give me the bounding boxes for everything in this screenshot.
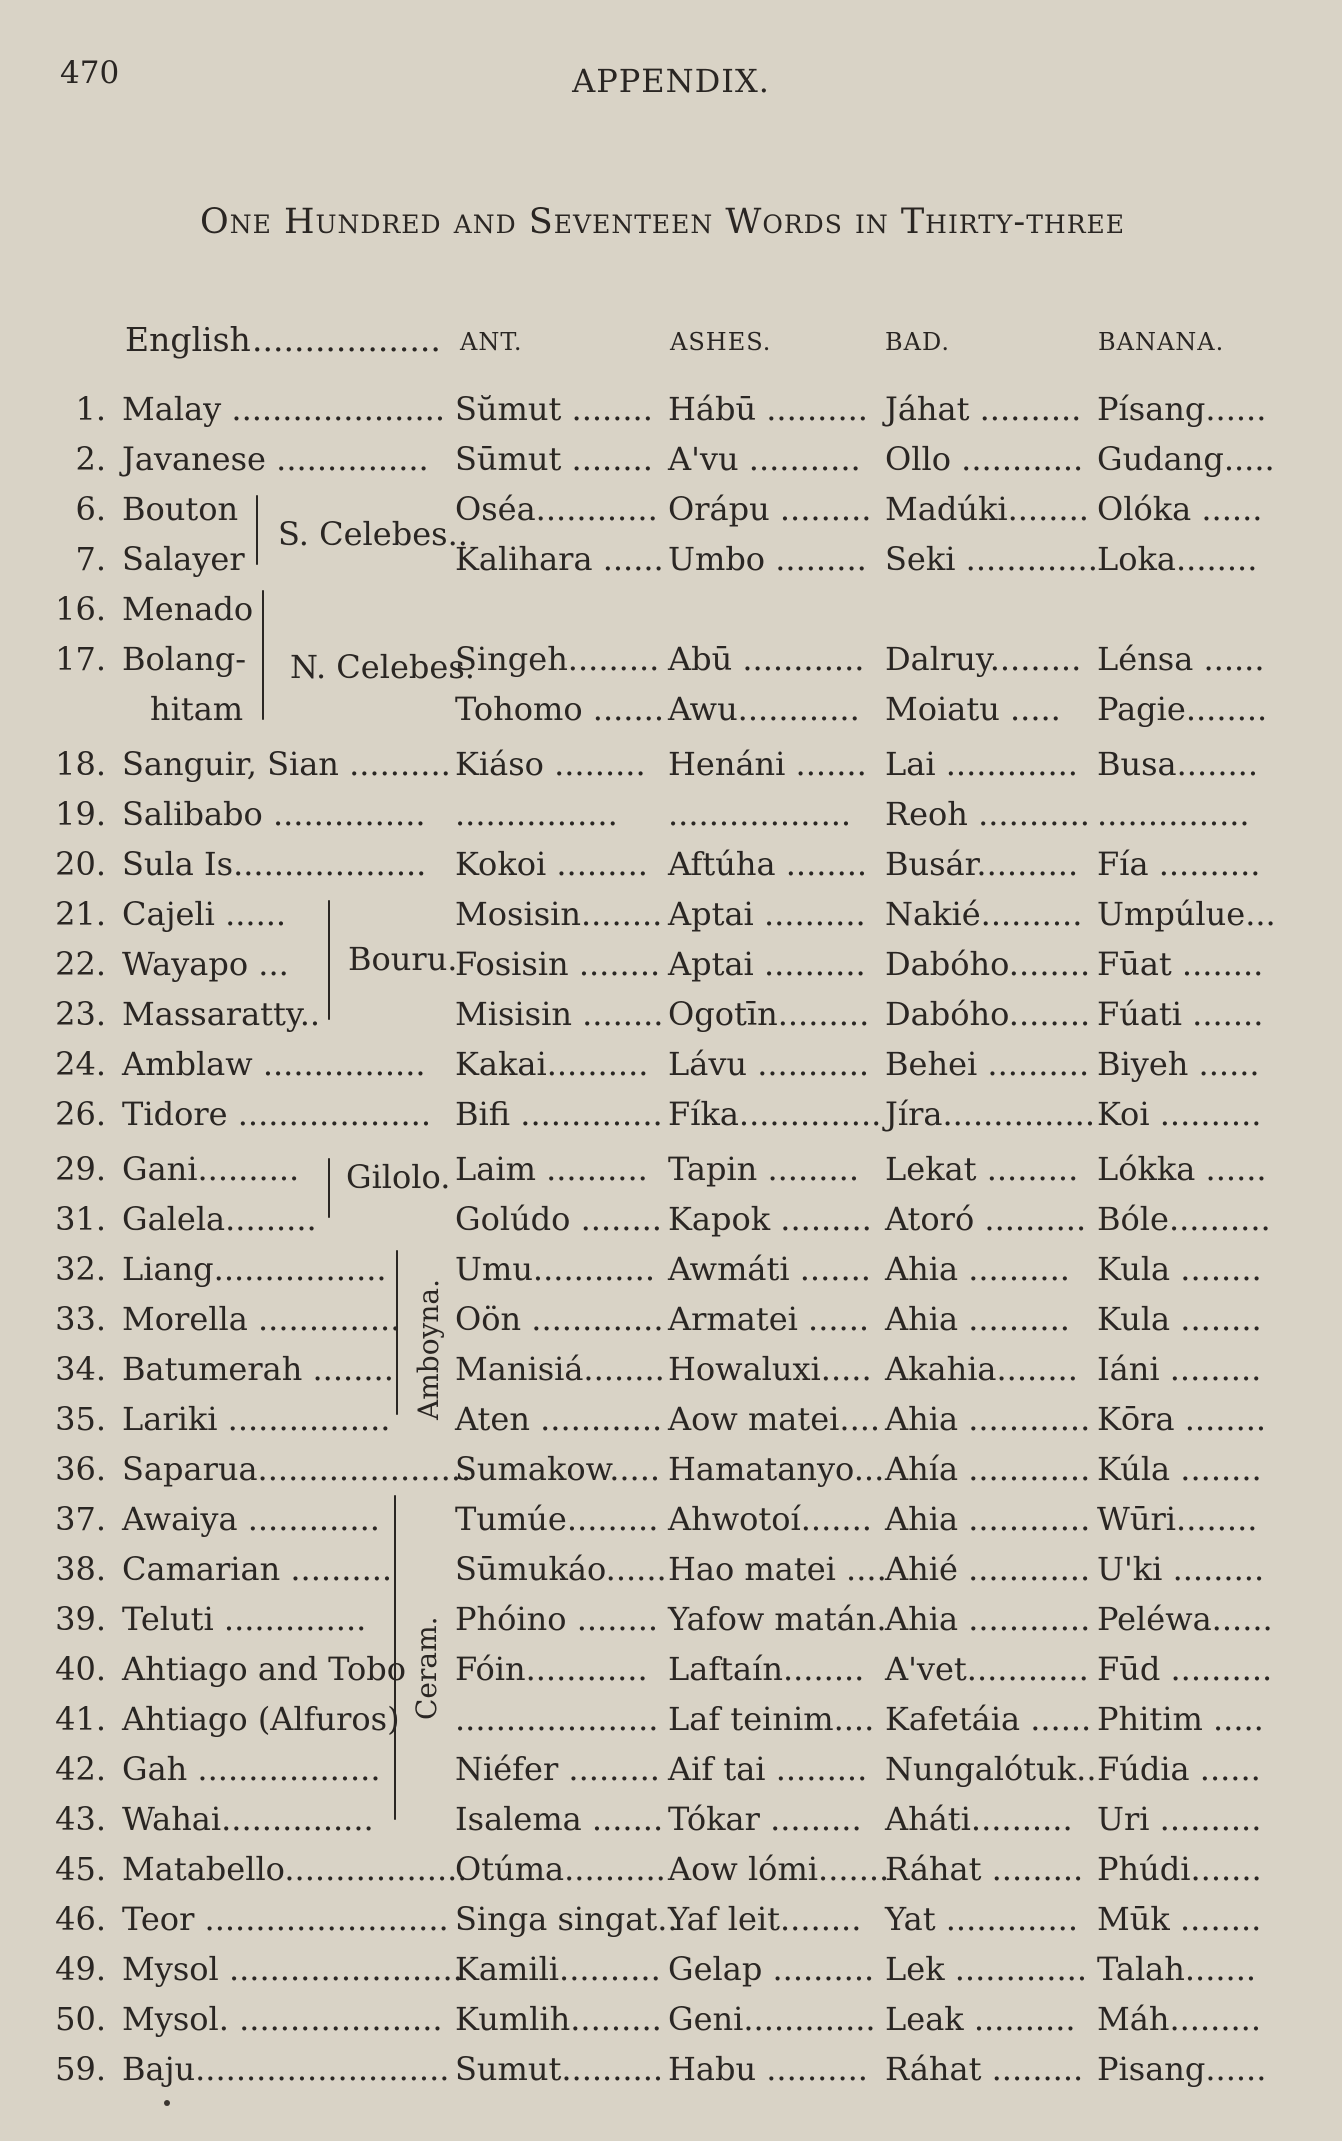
table-row <box>0 1850 1342 1894</box>
cell-bad: Busár.......... <box>885 845 1079 883</box>
row-number: 49. <box>55 1950 106 1988</box>
row-language: Malay ..................... <box>122 390 446 428</box>
row-number: 39. <box>55 1600 106 1638</box>
cell-ant: Sūmukáo...... <box>455 1550 667 1588</box>
cell-bad: Ahia ............ <box>885 1400 1091 1438</box>
row-language: Camarian .......... <box>122 1550 393 1588</box>
table-row <box>0 590 1342 634</box>
row-language: Javanese ............... <box>122 440 429 478</box>
table-row <box>0 640 1342 684</box>
cell-ant: Kakai.......... <box>455 1045 649 1083</box>
cell-bad: Seki ............. <box>885 540 1098 578</box>
cell-bad: Yat ............. <box>885 1900 1078 1938</box>
row-number: 59. <box>55 2050 106 2088</box>
cell-banana: Fía .......... <box>1097 845 1261 883</box>
cell-ashes: Abū ............ <box>668 640 865 678</box>
row-number: 34. <box>55 1350 106 1388</box>
cell-bad: Ollo ............ <box>885 440 1084 478</box>
row-language: Awaiya ............. <box>122 1500 380 1538</box>
cell-ashes: Aptai .......... <box>668 945 866 983</box>
row-number: 22. <box>55 945 106 983</box>
row-language: hitam <box>150 690 244 728</box>
table-row <box>0 490 1342 534</box>
cell-banana: Iáni ......... <box>1097 1350 1262 1388</box>
cell-ant: Phóino ........ <box>455 1600 659 1638</box>
brace-n-celebes <box>262 590 264 720</box>
row-number: 36. <box>55 1450 106 1488</box>
cell-ant: Kalihara ...... <box>455 540 664 578</box>
table-row <box>0 1500 1342 1544</box>
row-language: Salibabo ............... <box>122 795 426 833</box>
cell-banana: Fúati ....... <box>1097 995 1264 1033</box>
table-row <box>0 1200 1342 1244</box>
cell-bad: Dabóho........ <box>885 945 1091 983</box>
cell-ashes: Armatei ...... <box>668 1300 870 1338</box>
cell-banana: Kōra ........ <box>1097 1400 1267 1438</box>
row-number: 33. <box>55 1300 106 1338</box>
brace-s-celebes <box>256 495 258 565</box>
cell-ant: Tohomo ....... <box>455 690 664 728</box>
row-language: Bolang- <box>122 640 246 678</box>
row-number: 19. <box>55 795 106 833</box>
table-title: One Hundred and Seventeen Words in Thirty-three <box>200 202 1126 242</box>
cell-banana: Koi .......... <box>1097 1095 1262 1133</box>
row-number: 50. <box>55 2000 106 2038</box>
cell-ashes: Aif tai ......... <box>668 1750 868 1788</box>
cell-bad: Kafetáia ...... <box>885 1700 1092 1738</box>
row-number: 35. <box>55 1400 106 1438</box>
table-row <box>0 795 1342 839</box>
cell-bad: Ahia .......... <box>885 1300 1070 1338</box>
cell-banana: Gudang..... <box>1097 440 1275 478</box>
row-number: 1. <box>75 390 106 428</box>
cell-bad: Moiatu ..... <box>885 690 1061 728</box>
table-row <box>0 1700 1342 1744</box>
row-language: Matabello.................. <box>122 1850 468 1888</box>
cell-ashes: Aftúha ........ <box>668 845 868 883</box>
cell-banana: Máh......... <box>1097 2000 1261 2038</box>
row-language: Batumerah ........ <box>122 1350 394 1388</box>
cell-bad: Ahié ............ <box>885 1550 1091 1588</box>
table-row <box>0 1450 1342 1494</box>
group-bouru: Bouru. <box>348 940 458 978</box>
cell-ashes: Kapok ......... <box>668 1200 872 1238</box>
row-language: Morella .............. <box>122 1300 401 1338</box>
row-number: 26. <box>55 1095 106 1133</box>
cell-ashes: Hao matei .... <box>668 1550 887 1588</box>
row-language: Gani.......... <box>122 1150 300 1188</box>
row-language: Sula Is................... <box>122 845 427 883</box>
cell-ashes: Tapin ......... <box>668 1150 859 1188</box>
table-row <box>0 945 1342 989</box>
row-number: 24. <box>55 1045 106 1083</box>
cell-ashes: Tókar ......... <box>668 1800 862 1838</box>
cell-banana: Kula ........ <box>1097 1300 1262 1338</box>
row-language: Galela......... <box>122 1200 317 1238</box>
cell-bad: Aháti.......... <box>885 1800 1073 1838</box>
header-ashes: ASHES. <box>670 328 772 356</box>
row-language: Menado <box>122 590 254 628</box>
cell-bad: Akahia........ <box>885 1350 1078 1388</box>
cell-ant: Tumúe......... <box>455 1500 659 1538</box>
cell-ashes: Aptai .......... <box>668 895 866 933</box>
cell-banana: Phúdi....... <box>1097 1850 1262 1888</box>
cell-ant: Kokoi ......... <box>455 845 648 883</box>
group-n-celebes: N. Celebes. <box>290 648 475 686</box>
table-row <box>0 390 1342 434</box>
cell-ashes: Yafow matán. <box>668 1600 887 1638</box>
cell-banana: Kúla ........ <box>1097 1450 1262 1488</box>
cell-bad: Dabóho........ <box>885 995 1091 1033</box>
cell-ashes: Orápu ......... <box>668 490 872 528</box>
cell-ant: Sŭmut ........ <box>455 390 653 428</box>
table-row <box>0 1350 1342 1394</box>
table-row <box>0 745 1342 789</box>
cell-bad: Madúki........ <box>885 490 1089 528</box>
cell-banana: Pagie........ <box>1097 690 1268 728</box>
row-number: 45. <box>55 1850 106 1888</box>
cell-bad: Jáhat .......... <box>885 390 1082 428</box>
cell-banana: Fūd .......... <box>1097 1650 1273 1688</box>
cell-ant: Aten ............ <box>455 1400 663 1438</box>
group-ceram: Ceram. <box>410 1616 443 1720</box>
row-language: Mysol. .................... <box>122 2000 443 2038</box>
cell-ashes: Laf teinim.... <box>668 1700 875 1738</box>
row-language: Sanguir, Sian .......... <box>122 745 451 783</box>
row-number: 37. <box>55 1500 106 1538</box>
row-language: Wahai............... <box>122 1800 374 1838</box>
cell-banana: Bóle.......... <box>1097 1200 1271 1238</box>
cell-banana: Busa........ <box>1097 745 1258 783</box>
cell-ashes: .................. <box>668 795 852 833</box>
row-number: 21. <box>55 895 106 933</box>
cell-ant: Mosisin........ <box>455 895 663 933</box>
row-number: 38. <box>55 1550 106 1588</box>
cell-bad: Atoró .......... <box>885 1200 1087 1238</box>
row-language: Amblaw ................ <box>122 1045 426 1083</box>
table-row <box>0 995 1342 1039</box>
cell-ant: .................... <box>455 1700 659 1738</box>
cell-ashes: Ahwotoí....... <box>668 1500 872 1538</box>
cell-bad: Dalruy......... <box>885 640 1082 678</box>
cell-banana: Umpúlue... <box>1097 895 1276 933</box>
cell-bad: Behei .......... <box>885 1045 1090 1083</box>
table-row <box>0 1900 1342 1944</box>
table-row <box>0 540 1342 584</box>
group-s-celebes: S. Celebes.. <box>278 515 468 553</box>
table-row <box>0 690 1342 734</box>
cell-banana: Písang...... <box>1097 390 1267 428</box>
header-ant: ANT. <box>460 328 523 356</box>
cell-banana: Lókka ...... <box>1097 1150 1267 1188</box>
row-number: 40. <box>55 1650 106 1688</box>
table-row <box>0 440 1342 484</box>
running-head: APPENDIX. <box>572 62 770 100</box>
cell-ant: Misisin ........ <box>455 995 664 1033</box>
row-language: Liang................. <box>122 1250 387 1288</box>
table-row <box>0 2050 1342 2094</box>
cell-banana: U'ki ......... <box>1097 1550 1265 1588</box>
table-row <box>0 1750 1342 1794</box>
cell-banana: Fúdia ...... <box>1097 1750 1261 1788</box>
row-number: 42. <box>55 1750 106 1788</box>
row-language: Gah .................. <box>122 1750 381 1788</box>
row-language: Bouton <box>122 490 239 528</box>
cell-ant: Oséa............ <box>455 490 658 528</box>
cell-ant: Laim .......... <box>455 1150 648 1188</box>
cell-ant: Sumut.......... <box>455 2050 664 2088</box>
cell-ashes: Howaluxi..... <box>668 1350 872 1388</box>
cell-ant: Fóin............ <box>455 1650 648 1688</box>
cell-ant: Umu............ <box>455 1250 655 1288</box>
cell-ant: Kumlih......... <box>455 2000 662 2038</box>
row-number: 43. <box>55 1800 106 1838</box>
cell-bad: Lekat ......... <box>885 1150 1079 1188</box>
table-row <box>0 1600 1342 1644</box>
cell-banana: ............... <box>1097 795 1250 833</box>
header-bad: BAD. <box>885 328 950 356</box>
cell-banana: Kula ........ <box>1097 1250 1262 1288</box>
cell-bad: Lek ............. <box>885 1950 1087 1988</box>
row-language: Teor ........................ <box>122 1900 449 1938</box>
table-row <box>0 1300 1342 1344</box>
cell-bad: Ahia .......... <box>885 1250 1070 1288</box>
table-row <box>0 1550 1342 1594</box>
row-language: Wayapo ... <box>122 945 289 983</box>
cell-banana: Fūat ........ <box>1097 945 1264 983</box>
cell-ant: ................ <box>455 795 618 833</box>
row-language: Salayer <box>122 540 245 578</box>
table-row <box>0 1045 1342 1089</box>
cell-bad: A'vet............ <box>885 1650 1089 1688</box>
header-dots: .................. <box>252 320 441 359</box>
row-number: 23. <box>55 995 106 1033</box>
row-number: 2. <box>75 440 106 478</box>
cell-ant: Bifi .............. <box>455 1095 663 1133</box>
row-language: Saparua..................... <box>122 1450 472 1488</box>
row-language: Cajeli ...... <box>122 895 287 933</box>
cell-bad: Reoh ........... <box>885 795 1090 833</box>
table-row <box>0 1800 1342 1844</box>
table-row <box>0 1400 1342 1444</box>
table-row <box>0 1150 1342 1194</box>
table-row <box>0 1250 1342 1294</box>
header-english: English <box>125 320 251 359</box>
cell-ant: Oön ............. <box>455 1300 664 1338</box>
row-language: Massaratty.. <box>122 995 321 1033</box>
cell-bad: Lai ............. <box>885 745 1078 783</box>
cell-ashes: Ogotīn......... <box>668 995 870 1033</box>
cell-ant: Sumakow..... <box>455 1450 661 1488</box>
cell-ashes: Henáni ....... <box>668 745 867 783</box>
cell-banana: Peléwa...... <box>1097 1600 1273 1638</box>
cell-ashes: Hamatanyo... <box>668 1450 885 1488</box>
row-number: 32. <box>55 1250 106 1288</box>
print-speck <box>164 2100 170 2106</box>
cell-banana: Wūri........ <box>1097 1500 1258 1538</box>
cell-bad: Nakié.......... <box>885 895 1083 933</box>
row-number: 29. <box>55 1150 106 1188</box>
group-gilolo: Gilolo. <box>346 1158 451 1196</box>
cell-banana: Uri .......... <box>1097 1800 1262 1838</box>
cell-bad: Ahia ............ <box>885 1600 1091 1638</box>
cell-ashes: Habu .......... <box>668 2050 868 2088</box>
cell-ashes: Gelap .......... <box>668 1950 875 1988</box>
row-number: 7. <box>75 540 106 578</box>
cell-banana: Lénsa ...... <box>1097 640 1265 678</box>
cell-ashes: Awmáti ....... <box>668 1250 871 1288</box>
cell-ashes: Umbo ......... <box>668 540 867 578</box>
row-number: 6. <box>75 490 106 528</box>
brace-bouru <box>328 900 330 1020</box>
page-number: 470 <box>60 55 120 91</box>
table-row <box>0 2000 1342 2044</box>
table-row <box>0 895 1342 939</box>
cell-ashes: Laftaín........ <box>668 1650 865 1688</box>
cell-ashes: A'vu ........... <box>668 440 861 478</box>
table-row <box>0 1095 1342 1139</box>
cell-banana: Pisang...... <box>1097 2050 1267 2088</box>
row-language: Teluti .............. <box>122 1600 367 1638</box>
cell-ant: Otúma.......... <box>455 1850 666 1888</box>
cell-bad: Leak .......... <box>885 2000 1076 2038</box>
row-number: 16. <box>55 590 106 628</box>
cell-ashes: Aow lómi....... <box>668 1850 890 1888</box>
row-language: Lariki ................ <box>122 1400 391 1438</box>
cell-ant: Manisiá........ <box>455 1350 665 1388</box>
cell-ant: Sūmut ........ <box>455 440 653 478</box>
cell-ashes: Fíka.............. <box>668 1095 882 1133</box>
cell-ashes: Geni............. <box>668 2000 876 2038</box>
cell-ant: Kiáso ......... <box>455 745 646 783</box>
cell-ant: Isalema ....... <box>455 1800 664 1838</box>
group-amboyna: Amboyna. <box>412 1279 445 1420</box>
cell-ashes: Lávu ........... <box>668 1045 870 1083</box>
table-row <box>0 1950 1342 1994</box>
brace-amboyna <box>396 1250 398 1415</box>
row-number: 41. <box>55 1700 106 1738</box>
cell-banana: Olóka ...... <box>1097 490 1263 528</box>
cell-banana: Talah....... <box>1097 1950 1257 1988</box>
row-language: Ahtiago (Alfuros) <box>122 1700 400 1738</box>
row-language: Mysol ....................... <box>122 1950 463 1988</box>
row-number: 31. <box>55 1200 106 1238</box>
cell-ashes: Aow matei.... <box>668 1400 881 1438</box>
cell-ant: Golúdo ........ <box>455 1200 662 1238</box>
cell-banana: Phitim ..... <box>1097 1700 1264 1738</box>
cell-banana: Loka........ <box>1097 540 1258 578</box>
row-language: Baju......................... <box>122 2050 450 2088</box>
table-row <box>0 845 1342 889</box>
row-language: Tidore ................... <box>122 1095 431 1133</box>
cell-ant: Singeh......... <box>455 640 660 678</box>
header-banana: BANANA. <box>1098 328 1225 356</box>
cell-ant: Singa singat.. <box>455 1900 678 1938</box>
cell-bad: Ráhat ......... <box>885 1850 1084 1888</box>
cell-ant: Niéfer ......... <box>455 1750 660 1788</box>
row-number: 46. <box>55 1900 106 1938</box>
cell-ashes: Awu............ <box>668 690 860 728</box>
cell-ant: Kamili.......... <box>455 1950 661 1988</box>
cell-bad: Ráhat ......... <box>885 2050 1084 2088</box>
row-number: 18. <box>55 745 106 783</box>
brace-ceram <box>394 1495 396 1820</box>
cell-ashes: Yaf leit........ <box>668 1900 862 1938</box>
cell-bad: Jíra............... <box>885 1095 1096 1133</box>
cell-banana: Biyeh ...... <box>1097 1045 1260 1083</box>
cell-banana: Mūk ........ <box>1097 1900 1262 1938</box>
brace-gilolo <box>328 1158 330 1218</box>
row-language: Ahtiago and Tobo <box>122 1650 407 1688</box>
cell-bad: Ahia ............ <box>885 1500 1091 1538</box>
cell-ashes: Hábū .......... <box>668 390 868 428</box>
cell-ant: Fosisin ........ <box>455 945 661 983</box>
row-number: 17. <box>55 640 106 678</box>
cell-bad: Nungalótuk.. <box>885 1750 1097 1788</box>
row-number: 20. <box>55 845 106 883</box>
cell-bad: Ahía ............ <box>885 1450 1091 1488</box>
table-row <box>0 1650 1342 1694</box>
